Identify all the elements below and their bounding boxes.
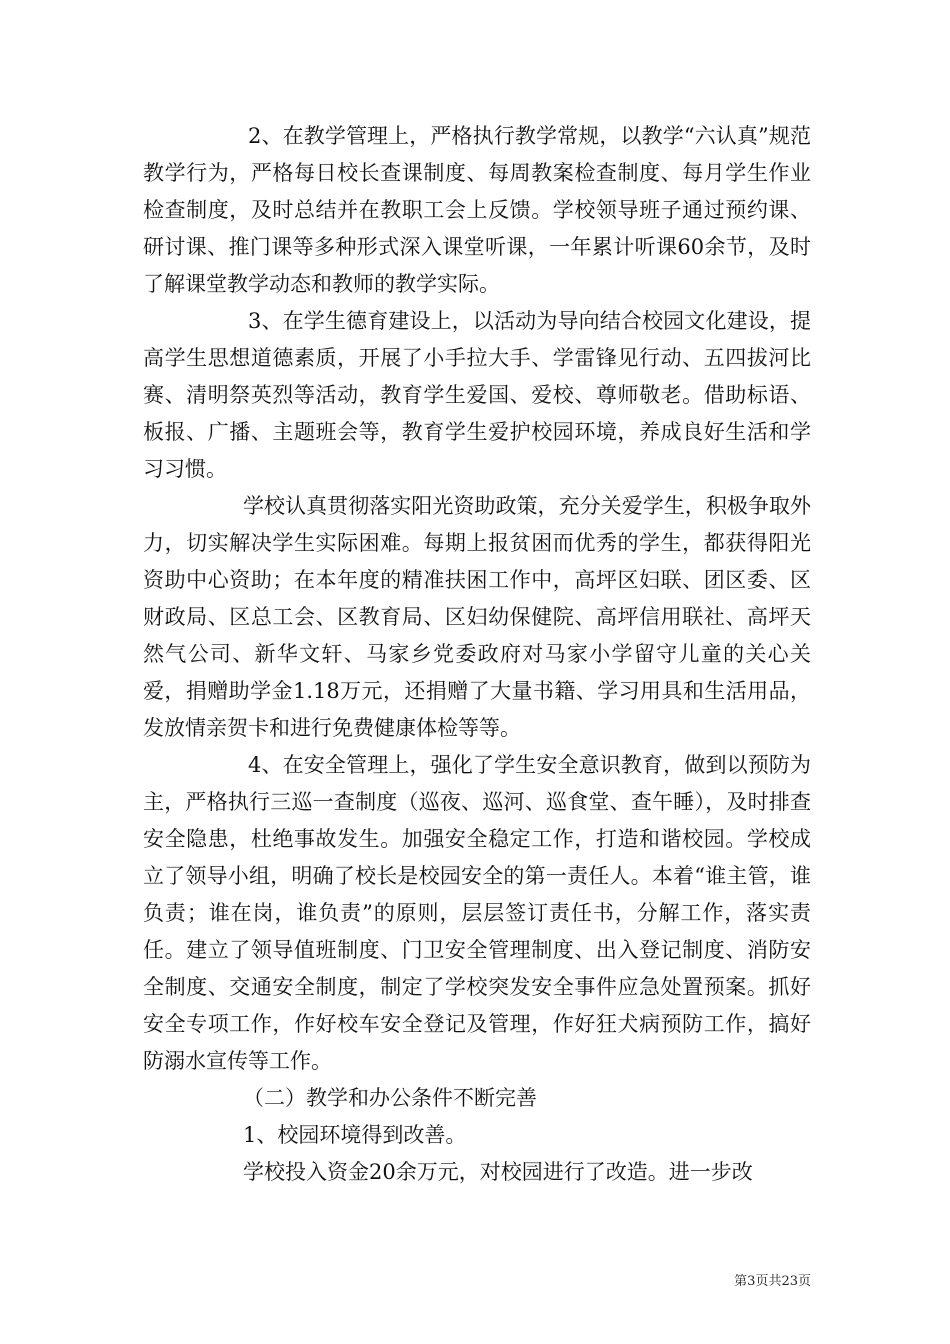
subheading-campus-environment: 1、校园环境得到改善。 xyxy=(243,1123,467,1147)
paragraph-safety-management: 4、在安全管理上，强化了学生安全意识教育，做到以预防为主，严格执行三巡一查制度（巡夜、巡河、巡食堂、查午睡），及时排查安全隐患，杜绝事故发生。加强安全稳定工作，打造和谐校园。学校成立了领导小组，明确了校长是校园安全的第一责任人。本着“谁主管，谁负责；谁在岗，谁负责”的原则，层层签订责任书，分解工作，落实责任。建立了领导值班制度、门卫安全管理制度、出入登记制度、消防安全制度、交通安全制度，制定了学校突发安全事件应急处置预案。抓好安全专项工作，作好校车安全登记及管理，作好狂犬病预防工作，搞好防溺水宣传等工作。 xyxy=(143,753,811,1073)
section-heading-conditions: （二）教学和办公条件不断完善 xyxy=(243,1086,537,1110)
paragraph-moral-education: 3、在学生德育建设上，以活动为导向结合校园文化建设，提高学生思想道德素质，开展了小手拉大手、学雷锋见行动、五四拔河比赛、清明祭英烈等活动，教育学生爱国、爱校、尊师敬老。借助标语、板报、广播、主题班会等，教育学生爱护校园环境，养成良好生活和学习习惯。 xyxy=(143,309,811,481)
paragraph-campus-investment: 学校投入资金20余万元，对校园进行了改造。进一步改 xyxy=(243,1160,753,1184)
page-number: 第3页共23页 xyxy=(734,1274,811,1289)
paragraph-sunshine-aid: 学校认真贯彻落实阳光资助政策，充分关爱学生，积极争取外力，切实解决学生实际困难。每期上报贫困而优秀的学生，都获得阳光资助中心资助；在本年度的精准扶困工作中，高坪区妇联、团区委、区财政局、区总工会、区教育局、区妇幼保健院、高坪信用联社、高坪天然气公司、新华文轩、马家乡党委政府对马家小学留守儿童的关心关爱，捐赠助学金1.18万元，还捐赠了大量书籍、学习用具和生活用品，发放情亲贺卡和进行免费健康体检等等。 xyxy=(143,494,811,740)
document-body xyxy=(143,118,811,1191)
paragraph-teaching-management: 2、在教学管理上，严格执行教学常规，以教学“六认真”规范教学行为，严格每日校长查课制度、每周教案检查制度、每月学生作业检查制度，及时总结并在教职工会上反馈。学校领导班子通过预约课、研讨课、推门课等多种形式深入课堂听课，一年累计听课60余节，及时了解课堂教学动态和教师的教学实际。 xyxy=(143,124,811,296)
